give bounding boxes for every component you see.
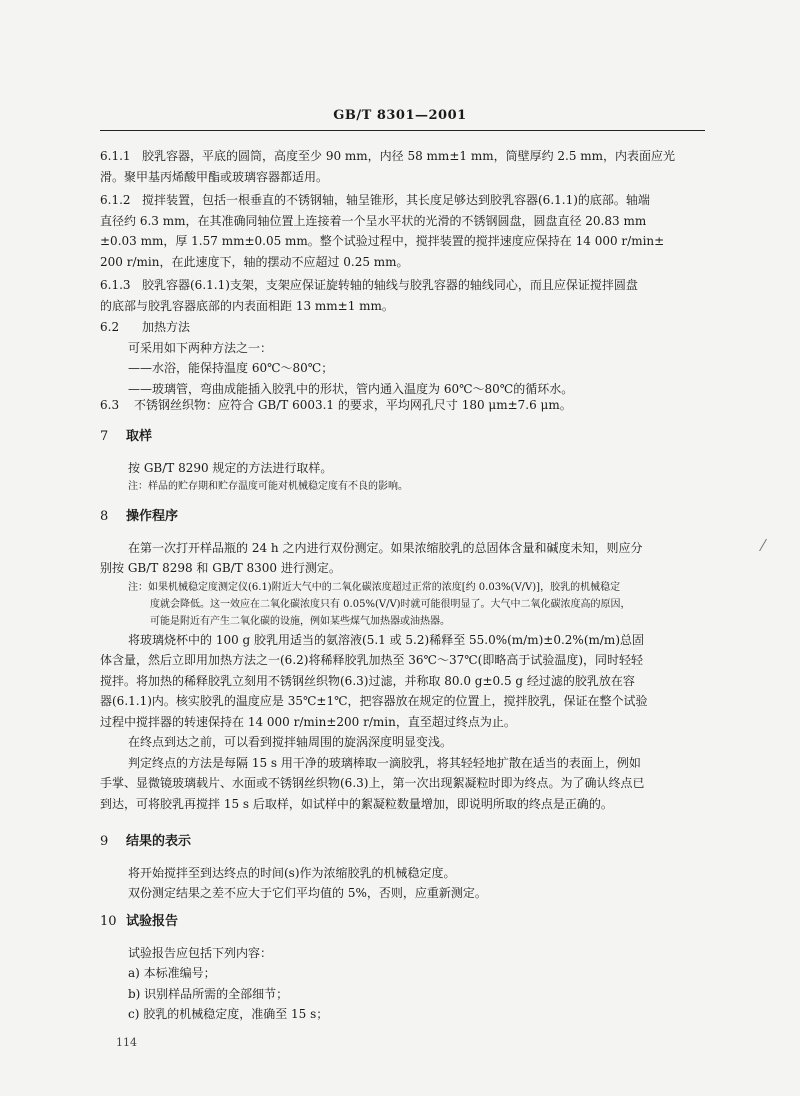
- clause-text: 的底部与胶乳容器底部的内表面相距 13 mm±1 mm。: [100, 298, 394, 313]
- note: 可能是附近有产生二氧化碳的设施，例如某些煤气加热器或油热器。: [150, 615, 450, 627]
- clause-text: ±0.03 mm，厚 1.57 mm±0.05 mm。整个试验过程中，搅拌装置的搅拌速度应保持在 14 000 r/min±: [100, 234, 665, 248]
- section-number: 7: [100, 429, 109, 444]
- section-number: 10: [100, 914, 117, 929]
- section-number: 9: [100, 834, 109, 849]
- paragraph: 手掌、显微镜玻璃载片、水面或不锈钢丝织物(6.3)上，第一次出现絮凝粒时即为终点。为了确认终点已: [100, 776, 645, 790]
- section-text: 按 GB/T 8290 规定的方法进行取样。: [128, 460, 333, 475]
- section-8: [100, 507, 705, 814]
- clause-text: 不锈钢丝织物：应符合 GB/T 6003.1 的要求，平均网孔尺寸 180 μm±7.6 μm。: [134, 398, 572, 412]
- clause-number: 6.3: [100, 398, 120, 412]
- clause-number: 6.2: [100, 320, 120, 334]
- list-item: a) 本标准编号；: [128, 966, 216, 980]
- clause-text: 胶乳容器，平底的圆筒，高度至少 90 mm，内径 58 mm±1 mm，筒壁厚约 2.5 mm，内表面应光: [142, 149, 676, 163]
- page-number: 114: [116, 1036, 137, 1049]
- clause-text: 200 r/min，在此速度下，轴的摆动不应超过 0.25 mm。: [100, 254, 409, 269]
- paragraph: 器(6.1.1)内。核实胶乳的温度应是 35℃±1℃，把容器放在规定的位置上，搅拌胶乳，保证在整个试验: [100, 694, 648, 708]
- paragraph: 别按 GB/T 8298 和 GB/T 8300 进行测定。: [100, 561, 341, 575]
- clause-6-2: [100, 317, 705, 399]
- paragraph: 体含量，然后立即用加热方法之一(6.2)将稀释胶乳加热至 36℃～37℃(即略高于试验温度)，同时轻轻: [100, 653, 644, 667]
- header-rule: [100, 130, 705, 131]
- section-title: 试验报告: [126, 914, 179, 929]
- note: 注：样品的贮存期和贮存温度可能对机械稳定度有不良的影响。: [128, 481, 408, 492]
- section-title: 取样: [126, 429, 153, 444]
- clause-text: 搅拌装置，包括一根垂直的不锈钢轴，轴呈锥形，其长度足够达到胶乳容器(6.1.1)的底部。轴端: [142, 193, 650, 207]
- list-item: ——玻璃管，弯曲成能插入胶乳中的形状，管内通入温度为 60℃～80℃的循环水。: [128, 381, 574, 396]
- note: 注：如果机械稳定度测定仪(6.1)附近大气中的二氧化碳浓度超过正常的浓度[约 0.03%(V/V)]，胶乳的机械稳定: [128, 581, 621, 593]
- paragraph: 将玻璃烧杯中的 100 g 胶乳用适当的氨溶液(5.1 或 5.2)稀释至 55.0%(m/m)±0.2%(m/m)总固: [128, 632, 644, 647]
- list-item: c) 胶乳的机械稳定度，准确至 15 s；: [128, 1007, 329, 1021]
- clause-6-1-1: [100, 146, 705, 187]
- clause-number: 6.1.1: [100, 149, 131, 163]
- section-title: 操作程序: [126, 509, 179, 524]
- margin-mark: [759, 539, 774, 556]
- paragraph: 试验报告应包括下列内容：: [128, 945, 273, 960]
- list-item: b) 识别样品所需的全部细节；: [128, 986, 289, 1001]
- section-number: 8: [100, 509, 109, 524]
- paragraph: 搅拌。将加热的稀释胶乳立刻用不锈钢丝织物(6.3)过滤，并称取 80.0 g±0.5 g 经过滤的胶乳放在容: [100, 673, 635, 688]
- clause-6-1-2: [100, 190, 705, 272]
- paragraph: 到达，可将胶乳再搅拌 15 s 后取样，如试样中的絮凝粒数量增加，即说明所取的终点是正确的。: [100, 796, 613, 811]
- paragraph: 在终点到达之前，可以看到搅拌轴周围的旋涡深度明显变浅。: [128, 735, 453, 749]
- clause-text: 胶乳容器(6.1.1)支架，支架应保证旋转轴的轴线与胶乳容器的轴线同心，而且应保证搅拌圆盘: [142, 278, 638, 292]
- page-header: GB/T 8301—2001: [333, 108, 467, 123]
- paragraph: 双份测定结果之差不应大于它们平均值的 5%，否则，应重新测定。: [128, 886, 487, 900]
- clause-text: 滑。聚甲基丙烯酸甲酯或玻璃容器都适用。: [100, 169, 329, 184]
- list-item: ——水浴，能保持温度 60℃～80℃；: [128, 361, 334, 375]
- note: 度就会降低。这一效应在二氧化碳浓度只有 0.05%(V/V)时就可能很明显了。大气中二氧化碳浓度高的原因，: [150, 598, 631, 610]
- clause-6-3: [100, 395, 705, 416]
- section-10: [100, 912, 705, 1025]
- section-9: [100, 832, 705, 904]
- paragraph: 在第一次打开样品瓶的 24 h 之内进行双份测定。如果浓缩胶乳的总固体含量和碱度未知，则应分: [128, 540, 643, 555]
- clause-title: 加热方法: [142, 320, 191, 334]
- clause-6-1-3: [100, 275, 705, 316]
- clause-number: 6.1.3: [100, 278, 131, 292]
- paragraph: 判定终点的方法是每隔 15 s 用干净的玻璃棒取一滴胶乳，将其轻轻地扩散在适当的表面上，例如: [128, 755, 641, 770]
- clause-text: 直径约 6.3 mm，在其准确同轴位置上连接着一个呈水平状的光滑的不锈钢圆盘，圆盘直径 20.83 mm: [100, 213, 647, 228]
- clause-number: 6.1.2: [100, 193, 131, 207]
- clause-text: 可采用如下两种方法之一：: [128, 340, 273, 355]
- section-title: 结果的表示: [126, 834, 192, 849]
- section-7: [100, 427, 705, 495]
- paragraph: 过程中搅拌器的转速保持在 14 000 r/min±200 r/min，直至超过终点为止。: [100, 714, 516, 729]
- paragraph: 将开始搅拌至到达终点的时间(s)作为浓缩胶乳的机械稳定度。: [128, 865, 456, 880]
